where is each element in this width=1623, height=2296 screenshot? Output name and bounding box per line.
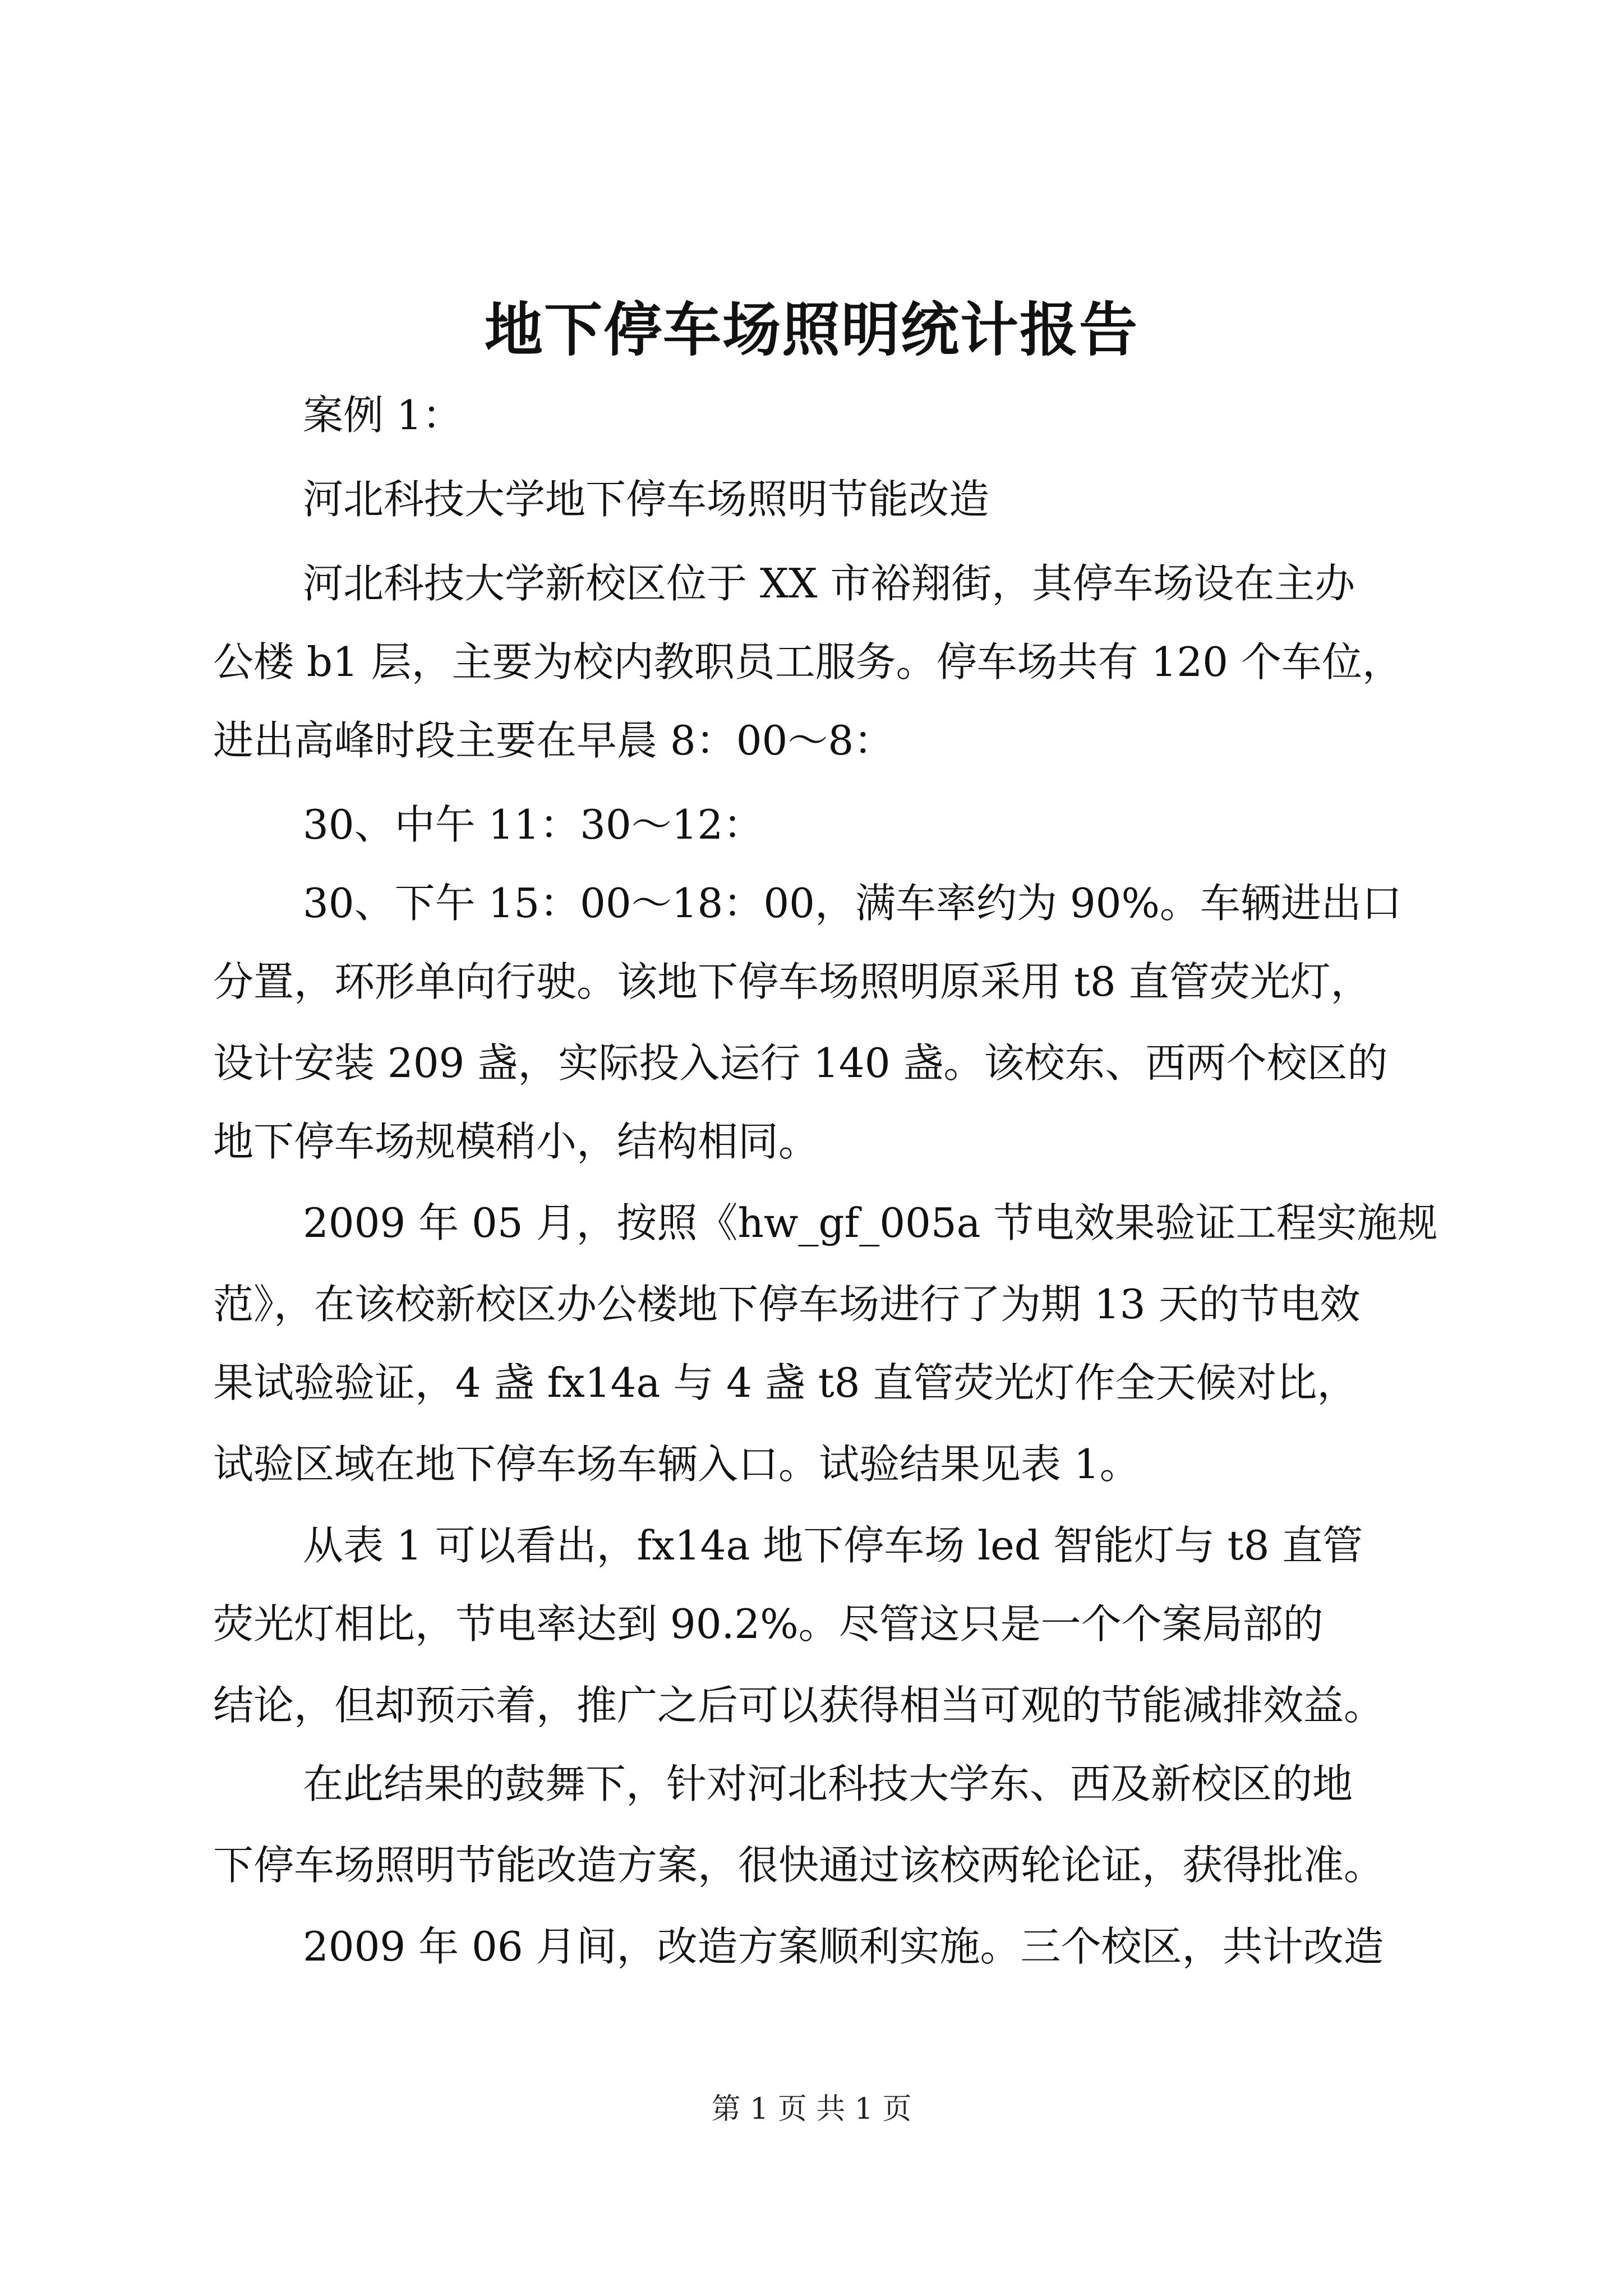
text-line: 结论，但却预示着，推广之后可以获得相当可观的节能减排效益。 — [213, 1682, 1385, 1729]
text-line: 案例 1： — [303, 392, 463, 439]
text-line: 进出高峰时段主要在早晨 8：00～8： — [213, 717, 895, 764]
text-line: 荧光灯相比，节电率达到 90.2%。尽管这只是一个个案局部的 — [213, 1600, 1324, 1648]
text-line: 果试验验证，4 盏 fx14a 与 4 盏 t8 直管荧光灯作全天候对比， — [213, 1359, 1358, 1406]
text-line: 2009 年 06 月间，改造方案顺利实施。三个校区，共计改造 — [303, 1923, 1384, 1970]
text-line: 公楼 b1 层，主要为校内教职员工服务。停车场共有 120 个车位， — [213, 638, 1403, 685]
text-line: 地下停车场规模稍小，结构相同。 — [213, 1118, 819, 1165]
text-line: 试验区域在地下停车场车辆入口。试验结果见表 1。 — [213, 1441, 1140, 1488]
text-line: 分置，环形单向行驶。该地下停车场照明原采用 t8 直管荧光灯， — [213, 958, 1371, 1005]
text-line: 河北科技大学地下停车场照明节能改造 — [303, 476, 990, 523]
text-line: 在此结果的鼓舞下，针对河北科技大学东、西及新校区的地 — [303, 1760, 1353, 1807]
text-line: 范》，在该校新校区办公楼地下停车场进行了为期 13 天的节电效 — [213, 1281, 1361, 1328]
text-line: 设计安装 209 盏，实际投入运行 140 盏。该校东、西两个校区的 — [213, 1039, 1388, 1087]
page-footer: 第 1 页 共 1 页 — [711, 2092, 912, 2126]
text-line: 从表 1 可以看出，fx14a 地下停车场 led 智能灯与 t8 直管 — [303, 1522, 1363, 1569]
text-line: 下停车场照明节能改造方案，很快通过该校两轮论证，获得批准。 — [213, 1842, 1385, 1889]
text-line: 30、中午 11：30～12： — [303, 801, 764, 848]
document-title: 地下停车场照明统计报告 — [484, 295, 1138, 364]
text-line: 2009 年 05 月，按照《hw_gf_005a 节电效果验证工程实施规 — [303, 1199, 1438, 1246]
text-line: 30、下午 15：00～18：00，满车率约为 90%。车辆进出口 — [303, 880, 1402, 927]
text-line: 河北科技大学新校区位于 XX 市裕翔街，其停车场设在主办 — [303, 560, 1355, 607]
